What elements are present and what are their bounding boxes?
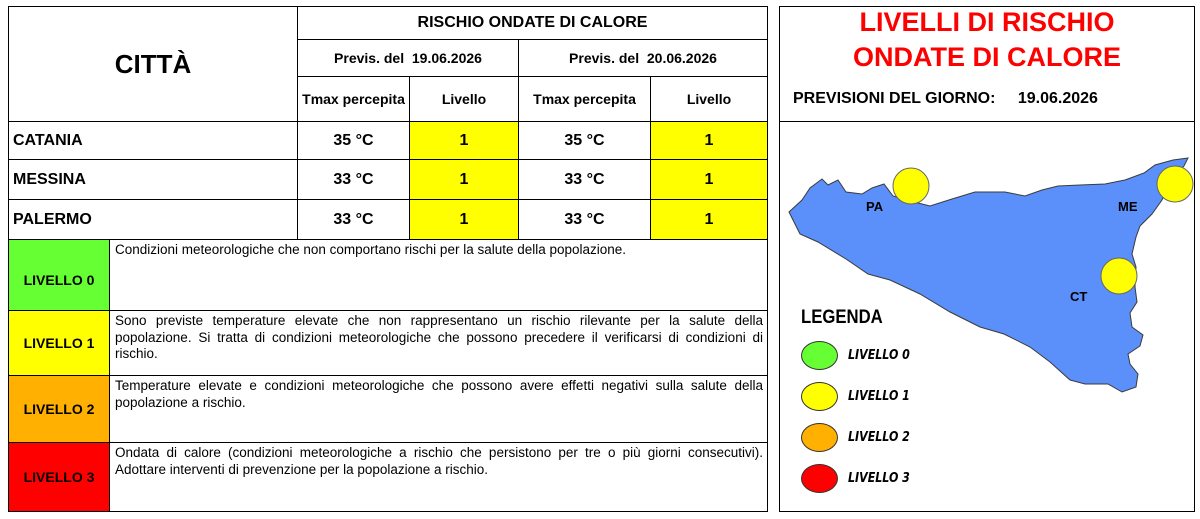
panel-title-line-2: ONDATE DI CALORE	[853, 42, 1121, 72]
level-0-description: Condizioni meteorologiche che non comportano rischi per la salute della popolazione.	[109, 239, 768, 311]
legend-label: LIVELLO 0	[848, 348, 910, 363]
catania-code: CT	[1070, 289, 1088, 304]
legend-label: LIVELLO 2	[848, 430, 910, 445]
forecast-day-line	[793, 90, 1098, 108]
tmax-value: 33 °C	[297, 159, 410, 200]
forecast-date-header-2: Previs. del 20.06.2026	[518, 39, 768, 77]
level-column-header-1: Livello	[409, 76, 519, 122]
tmax-value: 33 °C	[518, 199, 651, 240]
city-name: PALERMO	[8, 199, 298, 240]
messina-code: ME	[1118, 199, 1138, 214]
tmax-value: 35 °C	[518, 121, 651, 160]
level-value: 1	[650, 159, 768, 200]
level-3-description: Ondata di calore (condizioni meteorologiche a rischio che persistono per tre o più giorni consecutivi). Adottare interventi di prevenzione per la popolazione a rischio.	[109, 442, 768, 512]
city-column-header: CITTÀ	[8, 6, 298, 122]
level-column-header-2: Livello	[650, 76, 768, 122]
level-value: 1	[409, 159, 519, 200]
catania-marker	[1101, 258, 1137, 294]
city-name: CATANIA	[8, 121, 298, 160]
forecast-day-date: 19.06.2026	[1017, 90, 1098, 107]
level-1-description: Sono previste temperature elevate che non rappresentano un rischio rilevante per la salute della popolazione. Si tratta di condizioni meteorologiche che possono precedere il verificarsi di condizioni di rischio.	[109, 310, 768, 376]
level-2-circle-icon	[801, 423, 838, 452]
level-1-circle-icon	[801, 382, 838, 411]
forecast-day-label: PREVISIONI DEL GIORNO:	[793, 90, 996, 107]
tmax-value: 33 °C	[297, 199, 410, 240]
risk-group-header: RISCHIO ONDATE DI CALORE	[297, 6, 768, 40]
city-name: MESSINA	[8, 159, 298, 200]
legend-title: LEGENDA	[801, 307, 883, 328]
legend-label: LIVELLO 1	[848, 389, 910, 404]
tmax-column-header-1: Tmax percepita	[297, 76, 410, 122]
level-3-circle-icon	[801, 464, 838, 493]
level-3-label: LIVELLO 3	[8, 442, 110, 512]
legend-item-level-2	[801, 423, 921, 452]
level-0-label: LIVELLO 0	[8, 239, 110, 311]
legend-label: LIVELLO 3	[848, 471, 910, 486]
tmax-column-header-2: Tmax percepita	[518, 76, 651, 122]
legend-item-level-3	[801, 464, 921, 493]
level-0-circle-icon	[801, 341, 838, 370]
messina-marker	[1157, 166, 1193, 202]
level-value: 1	[409, 199, 519, 240]
level-2-description: Temperature elevate e condizioni meteorologiche che possono avere effetti negativi sulla salute della popolazione a rischio.	[109, 375, 768, 443]
level-2-label: LIVELLO 2	[8, 375, 110, 443]
panel-title-line-1: LIVELLI DI RISCHIO	[859, 7, 1115, 37]
level-1-label: LIVELLO 1	[8, 310, 110, 376]
tmax-value: 33 °C	[518, 159, 651, 200]
tmax-value: 35 °C	[297, 121, 410, 160]
forecast-date-header-1: Previs. del 19.06.2026	[297, 39, 519, 77]
legend-item-level-1	[801, 382, 921, 411]
palermo-marker	[893, 168, 929, 204]
level-value: 1	[650, 199, 768, 240]
palermo-code: PA	[866, 199, 884, 214]
level-value: 1	[650, 121, 768, 160]
legend-item-level-0	[801, 341, 921, 370]
level-value: 1	[409, 121, 519, 160]
